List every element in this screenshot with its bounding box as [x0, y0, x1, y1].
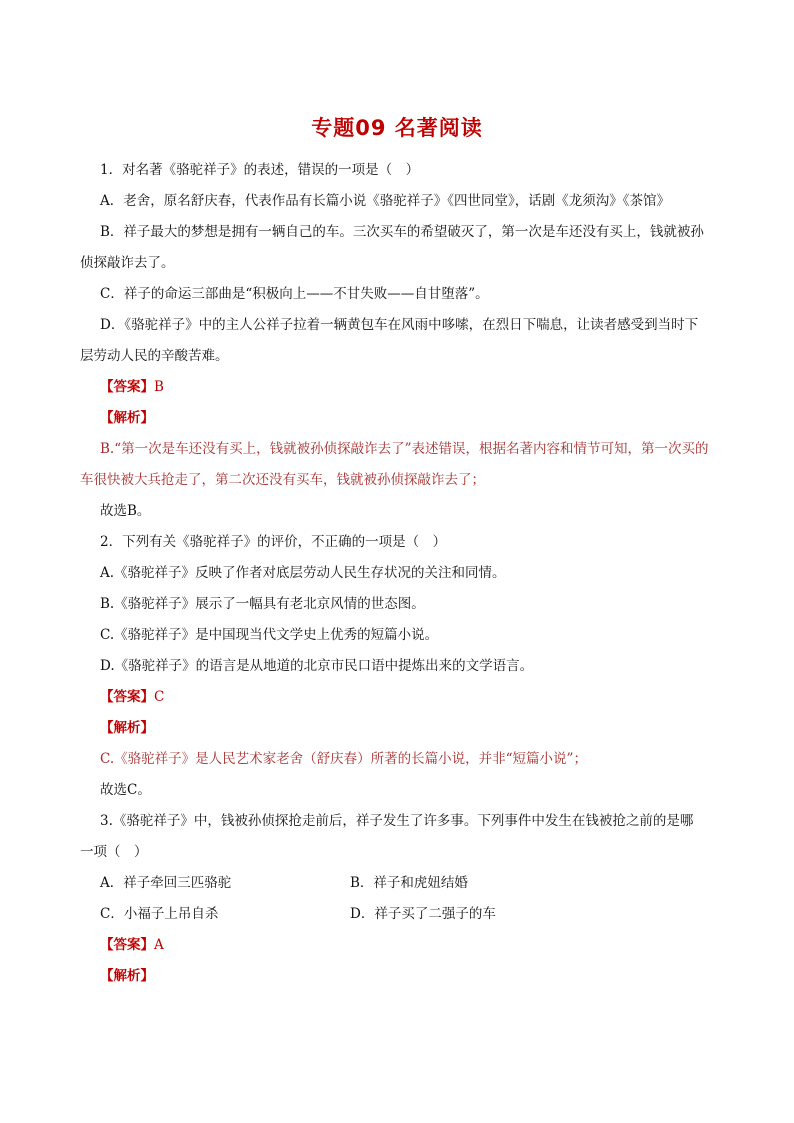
- question-1-conclusion: 故选B。: [100, 503, 151, 519]
- question-2-answer: [80, 682, 720, 713]
- question-2-option-c: C.《骆驼祥子》是中国现当代文学史上优秀的短篇小说。: [100, 627, 439, 643]
- answer-value: B: [154, 379, 164, 395]
- answer-value: A: [154, 937, 164, 953]
- answer-tag: 【答案】: [100, 689, 154, 705]
- answer-tag: 【答案】: [100, 937, 154, 953]
- question-2-conclusion: 故选C。: [100, 782, 151, 798]
- question-2-stem: 2．下列有关《骆驼祥子》的评价，不正确的一项是（ ）: [100, 534, 447, 550]
- question-3-stem-line2: 一项（ ）: [80, 844, 148, 860]
- question-1-option-c: C．祥子的命运三部曲是“积极向上——不甘失败——自甘堕落”。: [100, 286, 489, 302]
- question-3-option-c: C．小福子上吊自杀: [100, 906, 219, 922]
- question-3-options-row2: [80, 899, 720, 930]
- question-3-option-a: A．祥子牵回三匹骆驼: [100, 875, 232, 891]
- question-2-analysis-heading: [80, 713, 720, 744]
- question-1-analysis-heading: [80, 403, 720, 434]
- question-3-stem-line1: 3.《骆驼祥子》中，钱被孙侦探抢走前后，祥子发生了许多事。下列事件中发生在钱被抢之前的是哪: [100, 813, 694, 829]
- question-3-answer: [80, 930, 720, 961]
- question-2-option-a: A.《骆驼祥子》反映了作者对底层劳动人民生存状况的关注和同情。: [100, 565, 506, 581]
- question-1-analysis-line1: B.“第一次是车还没有买上，钱就被孙侦探敲诈去了”表述错误，根据名著内容和情节可知，第一次买的: [100, 441, 709, 457]
- question-1-option-d-line1: D．《骆驼祥子》中的主人公祥子拉着一辆黄包车在风雨中哆嗦，在烈日下喘息，让读者感受到当时下: [100, 317, 699, 333]
- analysis-tag: 【解析】: [100, 968, 154, 984]
- answer-tag: 【答案】: [100, 379, 154, 395]
- question-2-analysis-line1: C.《骆驼祥子》是人民艺术家老舍（舒庆春）所著的长篇小说，并非“短篇小说”；: [100, 751, 587, 767]
- document-body: [80, 155, 720, 992]
- answer-value: C: [154, 689, 165, 705]
- question-2-option-d: D.《骆驼祥子》的语言是从地道的北京市民口语中提炼出来的文学语言。: [100, 658, 534, 674]
- question-1-option-b-line2: 侦探敲诈去了。: [80, 255, 175, 271]
- question-1-option-b-line1: B．祥子最大的梦想是拥有一辆自己的车。三次买车的希望破灭了，第一次是车还没有买上，钱就被孙: [100, 224, 704, 240]
- question-1-analysis-line2: 车很快被大兵抢走了，第二次还没有买车，钱就被孙侦探敲诈去了；: [80, 472, 485, 488]
- question-2-option-b: B.《骆驼祥子》展示了一幅具有老北京风情的世态图。: [100, 596, 425, 612]
- question-3-option-d: D．祥子买了二强子的车: [350, 906, 496, 922]
- question-1-stem: 1．对名著《骆驼祥子》的表述，错误的一项是（ ）: [100, 162, 420, 178]
- question-3-option-b: B．祥子和虎妞结婚: [350, 875, 468, 891]
- question-1-option-a: A．老舍，原名舒庆春，代表作品有长篇小说《骆驼祥子》《四世同堂》，话剧《龙须沟》《茶馆》: [100, 193, 670, 209]
- analysis-tag: 【解析】: [100, 410, 154, 426]
- question-3-options-row1: [80, 868, 720, 899]
- page-title: 专题09 名著阅读: [311, 116, 483, 140]
- question-1-option-d-line2: 层劳动人民的辛酸苦难。: [80, 348, 229, 364]
- analysis-tag: 【解析】: [100, 720, 154, 736]
- question-3-analysis-heading: [80, 961, 720, 992]
- question-1-answer: [80, 372, 720, 403]
